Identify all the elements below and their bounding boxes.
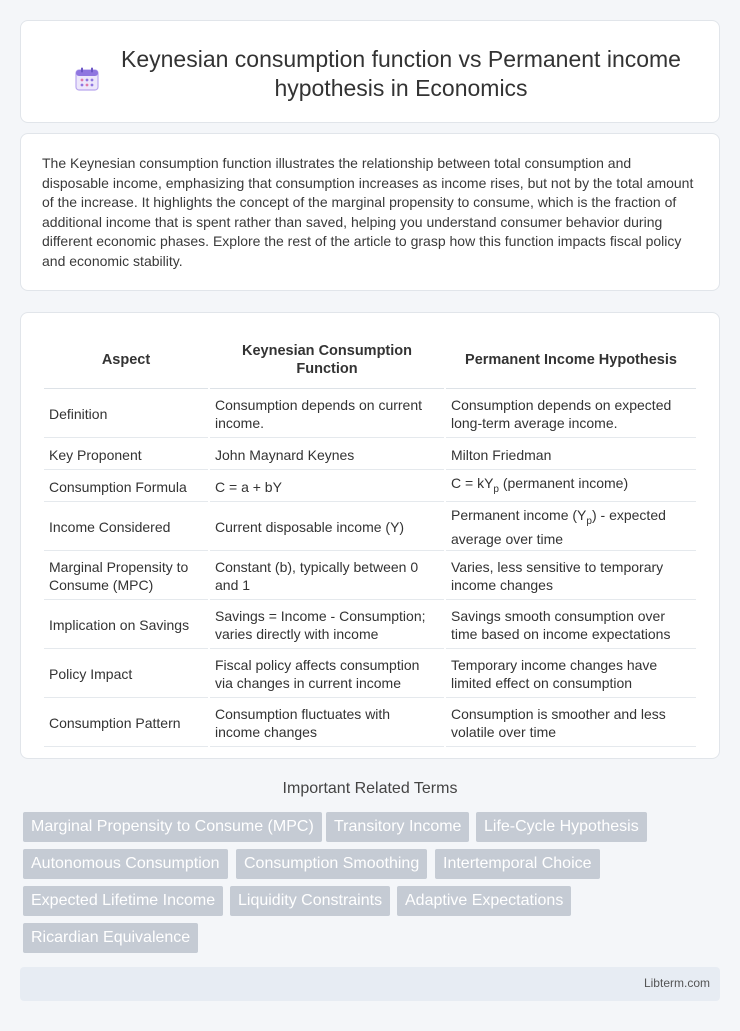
header-keynesian: Keynesian Consumption Function xyxy=(210,331,444,389)
cell-keynesian: C = a + bY xyxy=(210,472,444,502)
related-terms-heading: Important Related Terms xyxy=(282,780,458,797)
cell-keynesian: Constant (b), typically between 0 and 1 xyxy=(210,553,444,600)
cell-permanent-income xyxy=(446,504,696,551)
cell-keynesian: Fiscal policy affects consumption via changes in current income xyxy=(210,651,444,698)
tag-transitory-income[interactable]: Transitory Income xyxy=(326,812,469,842)
tag-adaptive-expectations[interactable]: Adaptive Expectations xyxy=(397,886,571,916)
cell-aspect: Policy Impact xyxy=(44,651,208,698)
income-note: ) - expected average over time xyxy=(451,506,666,548)
table-row xyxy=(44,602,696,649)
footer xyxy=(20,967,720,1001)
comparison-table xyxy=(42,329,698,749)
title-card xyxy=(20,20,720,123)
tag-consumption-smoothing[interactable]: Consumption Smoothing xyxy=(236,849,427,879)
footer-site-link[interactable]: Libterm.com xyxy=(643,976,710,990)
table-row xyxy=(44,553,696,600)
tag-ricardian-equivalence[interactable]: Ricardian Equivalence xyxy=(23,923,198,953)
cell-aspect: Key Proponent xyxy=(44,440,208,470)
cell-aspect: Consumption Pattern xyxy=(44,700,208,747)
cell-keynesian: John Maynard Keynes xyxy=(210,440,444,470)
table-header-row xyxy=(44,331,696,389)
cell-permanent-income: Temporary income changes have limited effect on consumption xyxy=(446,651,696,698)
cell-aspect: Income Considered xyxy=(44,504,208,551)
formula-text: C = kY xyxy=(451,475,494,492)
cell-permanent-income: Consumption depends on expected long-term average income. xyxy=(446,391,696,438)
table-row xyxy=(44,472,696,502)
tag-expected-lifetime-income[interactable]: Expected Lifetime Income xyxy=(23,886,223,916)
income-text: Permanent income (Y xyxy=(451,506,587,523)
header-permanent-income: Permanent Income Hypothesis xyxy=(446,331,696,389)
intro-card xyxy=(20,133,720,291)
table-row xyxy=(44,504,696,551)
cell-keynesian: Consumption depends on current income. xyxy=(210,391,444,438)
formula-note: (permanent income) xyxy=(498,475,629,492)
tag-intertemporal-choice[interactable]: Intertemporal Choice xyxy=(435,849,600,879)
cell-aspect: Consumption Formula xyxy=(44,472,208,502)
intro-text: The Keynesian consumption function illustrates the relationship between total consumption and disposable income, emphasizing that consumption increases as income rises, but not by the total amount of the increase. It highlights the concept of the marginal propensity to consume, which is the fraction of additional income that is spent rather than saved, helping you understand consumer behavior during different economic phases. Explore the rest of the article to grasp how this function impacts fiscal policy and economic stability. xyxy=(42,155,694,269)
tag-liquidity-constraints[interactable]: Liquidity Constraints xyxy=(230,886,390,916)
cell-aspect: Definition xyxy=(44,391,208,438)
cell-permanent-income: Savings smooth consumption over time based on income expectations xyxy=(446,602,696,649)
calendar-icon xyxy=(74,66,100,92)
header-aspect: Aspect xyxy=(44,331,208,389)
cell-permanent-income xyxy=(446,472,696,502)
income-subscript: p xyxy=(586,515,592,527)
table-row xyxy=(44,440,696,470)
cell-permanent-income: Consumption is smoother and less volatile over time xyxy=(446,700,696,747)
cell-keynesian: Savings = Income - Consumption; varies directly with income xyxy=(210,602,444,649)
cell-permanent-income: Milton Friedman xyxy=(446,440,696,470)
page-title: Keynesian consumption function vs Permanent income hypothesis in Economics xyxy=(121,46,681,101)
formula-subscript: p xyxy=(493,483,499,495)
comparison-table-card xyxy=(20,312,720,759)
table-row xyxy=(44,700,696,747)
cell-permanent-income: Varies, less sensitive to temporary income changes xyxy=(446,553,696,600)
cell-aspect: Marginal Propensity to Consume (MPC) xyxy=(44,553,208,600)
table-row xyxy=(44,651,696,698)
tag-life-cycle-hypothesis[interactable]: Life-Cycle Hypothesis xyxy=(476,812,647,842)
cell-keynesian: Consumption fluctuates with income changes xyxy=(210,700,444,747)
cell-aspect: Implication on Savings xyxy=(44,602,208,649)
table-row xyxy=(44,391,696,438)
tag-marginal-propensity[interactable]: Marginal Propensity to Consume (MPC) xyxy=(23,812,322,842)
tag-autonomous-consumption[interactable]: Autonomous Consumption xyxy=(23,849,228,879)
cell-keynesian: Current disposable income (Y) xyxy=(210,504,444,551)
